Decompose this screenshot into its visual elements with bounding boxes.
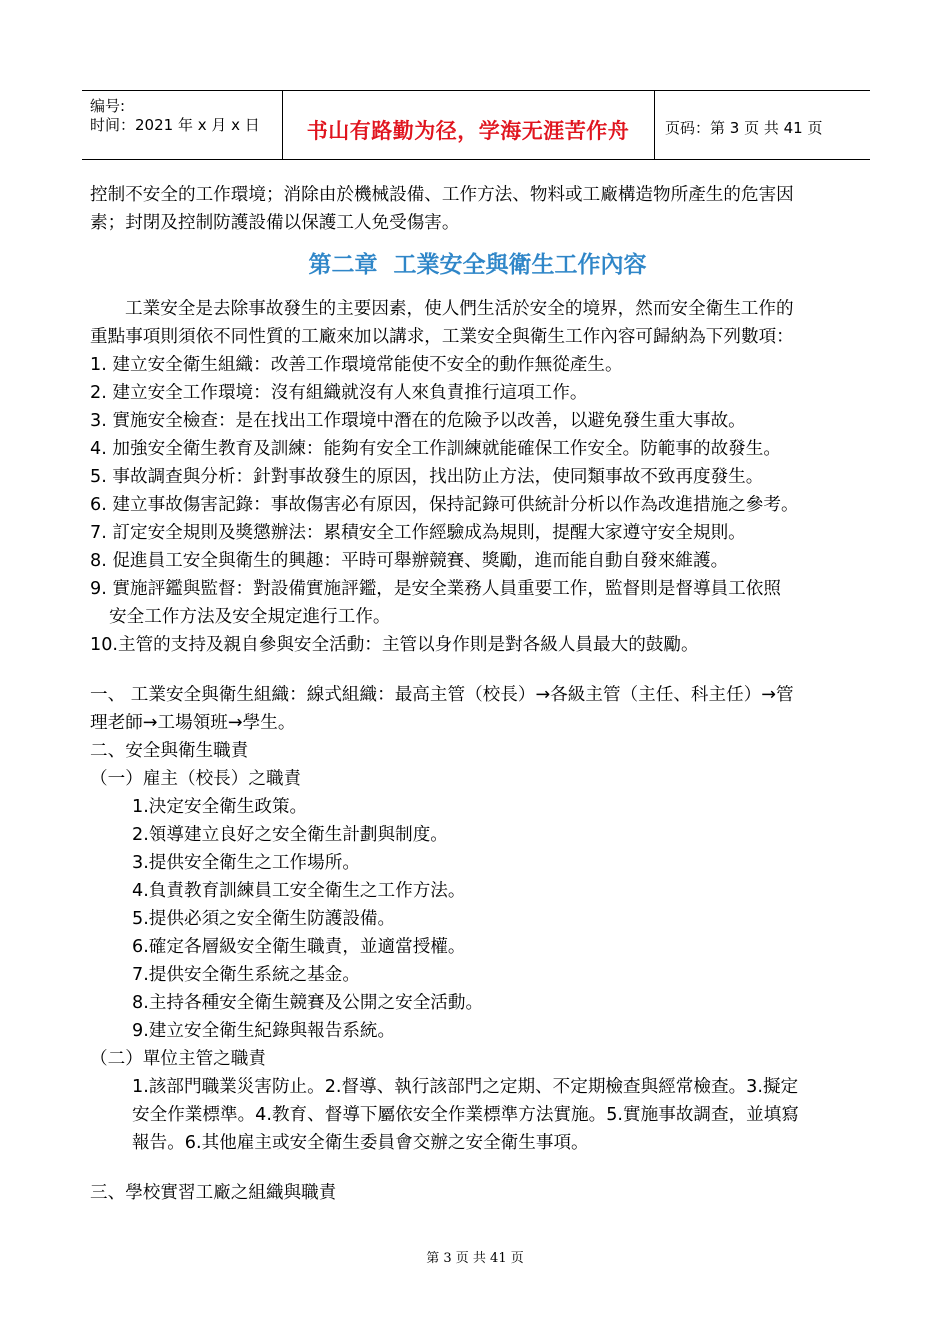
org-line: 理老師→工場領班→學生。 — [90, 713, 296, 733]
employer-item: 8.主持各種安全衛生競賽及公開之安全活動。 — [132, 993, 484, 1013]
employer-item: 6.確定各層級安全衛生職責，並適當授權。 — [132, 937, 466, 957]
unit-duty-line: 報告。6.其他雇主或安全衛生委員會交辦之安全衛生事項。 — [132, 1133, 589, 1153]
list-item: 6. 建立事故傷害記錄：事故傷害必有原因，保持記錄可供統計分析以作為改進措施之參考。 — [90, 495, 799, 515]
chapter-title: 第二章 工業安全與衛生工作內容 — [308, 252, 647, 278]
list-item: 2. 建立安全工作環境：沒有組織就沒有人來負責推行這項工作。 — [90, 383, 588, 403]
list-item: 1. 建立安全衛生組織：改善工作環境常能使不安全的動作無從產生。 — [90, 355, 623, 375]
list-item: 10.主管的支持及親自參與安全活動：主管以身作則是對各級人員最大的鼓勵。 — [90, 635, 699, 655]
page-footer: 第 3 页 共 41 页 — [426, 1251, 524, 1266]
subsection-heading: （二）單位主管之職責 — [90, 1049, 266, 1069]
header-motto-cell — [282, 91, 655, 159]
employer-item: 7.提供安全衛生系統之基金。 — [132, 965, 360, 985]
employer-item: 5.提供必須之安全衛生防護設備。 — [132, 909, 396, 929]
spacer — [90, 659, 865, 681]
paragraph-line: 工業安全是去除事故發生的主要因素，使人們生活於安全的境界，然而安全衛生工作的 — [125, 299, 794, 319]
employer-item: 1.決定安全衛生政策。 — [132, 797, 308, 817]
list-item: 8. 促進員工安全與衛生的興趣：平時可舉辦競賽、獎勵，進而能自動自發來維護。 — [90, 551, 729, 571]
list-item-continuation: 安全工作方法及安全規定進行工作。 — [109, 607, 391, 627]
employer-item: 9.建立安全衛生紀錄與報告系統。 — [132, 1021, 396, 1041]
page-header — [82, 90, 870, 160]
list-item: 3. 實施安全檢查：是在找出工作環境中潛在的危險予以改善，以避免發生重大事故。 — [90, 411, 746, 431]
spacer — [90, 1157, 865, 1179]
paragraph-line: 重點事項則須依不同性質的工廠來加以講求，工業安全與衛生工作內容可歸納為下列數項： — [90, 327, 794, 347]
document-body — [90, 181, 865, 1207]
employer-item: 3.提供安全衛生之工作場所。 — [132, 853, 360, 873]
list-item: 5. 事故調查與分析：針對事故發生的原因，找出防止方法，使同類事故不致再度發生。 — [90, 467, 764, 487]
intro-line: 素；封閉及控制防護設備以保護工人免受傷害。 — [90, 213, 460, 233]
page-number-label: 页码：第 3 页 共 41 页 — [665, 119, 823, 137]
serial-label: 编号: — [90, 97, 126, 115]
header-page-cell — [655, 91, 870, 159]
org-line: 一、 工業安全與衛生組織：線式組織：最高主管（校長）→各級主管（主任、科主任）→管 — [90, 685, 794, 705]
section-heading: 二、安全與衛生職責 — [90, 741, 249, 761]
list-item: 4. 加強安全衛生教育及訓練：能夠有安全工作訓練就能確保工作安全。防範事的故發生。 — [90, 439, 781, 459]
header-meta-cell — [82, 91, 283, 159]
employer-item: 2.領導建立良好之安全衛生計劃與制度。 — [132, 825, 448, 845]
intro-line: 控制不安全的工作環境；消除由於機械設備、工作方法、物料或工廠構造物所產生的危害因 — [90, 185, 794, 205]
list-item: 7. 訂定安全規則及獎懲辦法：累積安全工作經驗成為規則，提醒大家遵守安全規則。 — [90, 523, 746, 543]
date-label: 时间：2021 年 x 月 x 日 — [90, 116, 260, 134]
employer-item: 4.負責教育訓練員工安全衛生之工作方法。 — [132, 881, 466, 901]
section-heading: 三、學校實習工廠之組織與職責 — [90, 1183, 337, 1203]
unit-duty-line: 1.該部門職業災害防止。2.督導、執行該部門之定期、不定期檢查與經常檢查。3.擬定 — [132, 1077, 799, 1097]
list-item: 9. 實施評鑑與監督：對設備實施評鑑，是安全業務人員重要工作，監督則是督導員工依照 — [90, 579, 781, 599]
subsection-heading: （一）雇主（校長）之職責 — [90, 769, 302, 789]
unit-duty-line: 安全作業標準。4.教育、督導下屬依安全作業標準方法實施。5.實施事故調查，並填寫 — [132, 1105, 799, 1125]
motto-text: 书山有路勤为径，学海无涯苦作舟 — [306, 118, 630, 143]
